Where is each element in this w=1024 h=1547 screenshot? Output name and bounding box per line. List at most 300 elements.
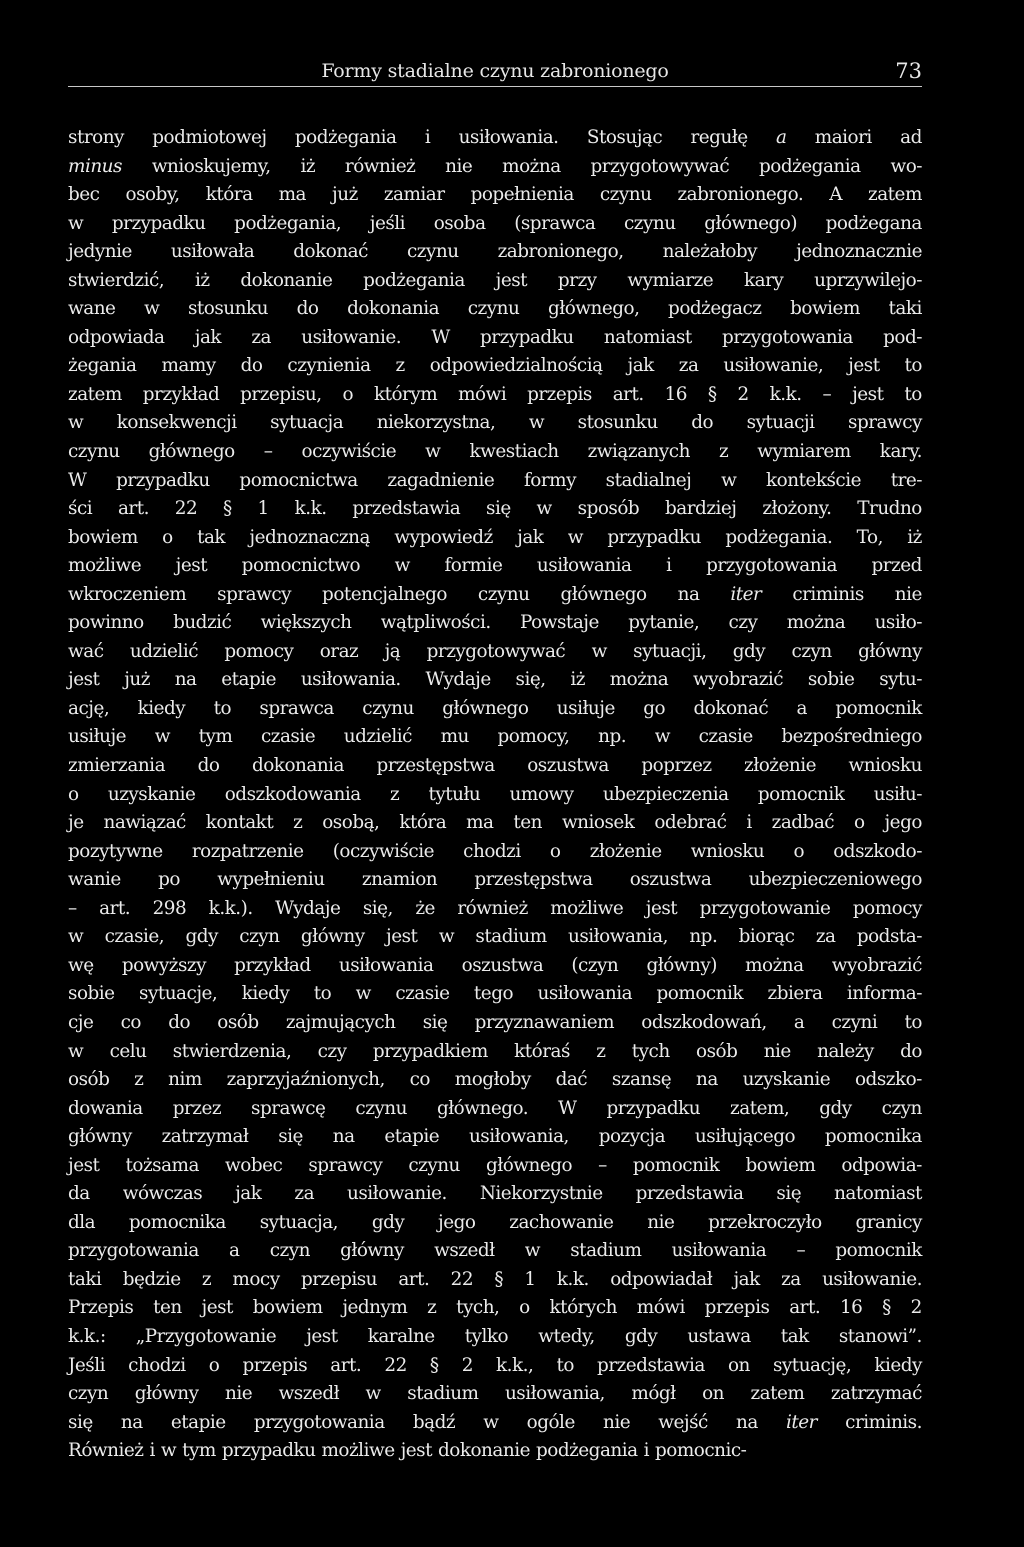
word: przypadku: [111, 212, 206, 234]
word: ma: [466, 812, 494, 834]
word: stadium: [407, 1383, 479, 1405]
word: do: [900, 1040, 922, 1062]
word: wniosek: [561, 812, 635, 834]
word: a: [796, 697, 808, 719]
word: podżegania: [294, 127, 397, 148]
word: oszustwa: [629, 869, 712, 891]
word: kiedy: [874, 1354, 922, 1376]
word: się: [422, 1011, 448, 1033]
word: że: [415, 897, 435, 919]
word: pozytywne: [68, 840, 163, 862]
word: o: [342, 383, 354, 405]
word: możliwe: [550, 897, 624, 919]
word: 2: [461, 1354, 473, 1376]
word: ma: [278, 184, 306, 206]
word: nim: [168, 1069, 202, 1091]
word: iter: [730, 583, 762, 605]
word: dowania: [68, 1097, 143, 1119]
word: również: [344, 155, 416, 177]
word: dać: [555, 1069, 588, 1091]
text-line: [68, 723, 922, 752]
word: nie: [445, 155, 473, 177]
word: na: [736, 1411, 758, 1433]
word: czynu: [599, 184, 652, 206]
word: z: [293, 812, 303, 834]
word: W: [68, 469, 87, 491]
word: k.k.: [769, 383, 802, 405]
text-line: [68, 1437, 922, 1466]
text-line: [68, 1352, 922, 1381]
word: bec: [68, 184, 100, 206]
text-line: [68, 210, 922, 239]
word: tożsama: [125, 1154, 199, 1176]
word: głównego,: [547, 298, 640, 320]
word: ten: [153, 1297, 182, 1319]
word: bezpośredniego: [781, 726, 922, 748]
word: wobec: [225, 1154, 283, 1176]
word: czasie: [698, 726, 753, 748]
word: A: [829, 184, 842, 206]
word: wątpliwości.: [380, 612, 491, 634]
word: jednym: [342, 1297, 408, 1319]
word: to: [904, 355, 922, 377]
word: pomocy: [852, 897, 922, 919]
word: na: [695, 1069, 718, 1091]
word: wtedy,: [538, 1325, 595, 1347]
word: ad: [900, 127, 922, 148]
word: czynu: [477, 583, 530, 605]
word: przepisu,: [240, 383, 322, 405]
word: odszkodowań,: [641, 1011, 767, 1033]
word: iż: [300, 155, 316, 177]
word: sprawcy: [308, 1154, 383, 1176]
body-text: [68, 124, 922, 1466]
word: przed: [871, 555, 922, 577]
word: pomocnik: [632, 1154, 720, 1176]
word: criminis.: [845, 1411, 922, 1433]
word: dokonać: [293, 241, 368, 263]
word: pomocnika: [128, 1211, 226, 1233]
text-line: [68, 1038, 922, 1067]
word: usiłowania: [537, 983, 633, 1005]
word: podżegacz: [668, 298, 762, 320]
word: złożony.: [762, 498, 832, 520]
text-line: [68, 238, 922, 267]
word: 1: [257, 498, 269, 520]
word: art.: [612, 383, 644, 405]
word: popełnienia: [470, 184, 574, 206]
word: mówi: [458, 383, 507, 405]
word: tego: [473, 983, 514, 1005]
word: a: [229, 1240, 240, 1262]
word: przypadku: [606, 1097, 701, 1119]
word: ją: [384, 640, 401, 662]
word: wszedł: [278, 1383, 340, 1405]
word: zabronionego.: [677, 184, 804, 206]
word: dla: [68, 1211, 96, 1233]
word: usiłowania: [338, 954, 434, 976]
word: za: [294, 1183, 315, 1205]
word: jak: [733, 1268, 760, 1290]
word: mamy: [161, 355, 216, 377]
word: czynu: [406, 241, 459, 263]
word: wypełnieniu: [217, 869, 325, 891]
word: stadium: [475, 926, 547, 948]
text-line: [68, 952, 922, 981]
word: wać: [68, 640, 104, 662]
word: powyższy: [121, 954, 206, 976]
word: sprawca: [259, 697, 334, 719]
word: w: [154, 726, 170, 748]
word: 2: [910, 1297, 922, 1319]
word: podżegania: [363, 269, 465, 291]
word: w: [68, 412, 84, 434]
word: nie: [224, 1383, 253, 1405]
word: pomocnika: [824, 1126, 922, 1148]
word: należałoby: [662, 241, 758, 263]
word: można: [502, 155, 561, 177]
word: ści: [68, 498, 93, 520]
word: tak: [197, 526, 226, 548]
word: przypadku: [116, 469, 210, 491]
word: usiłowania,: [468, 1126, 569, 1148]
word: których: [549, 1297, 617, 1319]
word: Również: [68, 1440, 144, 1462]
word: odpowia-: [841, 1154, 922, 1176]
word: w: [524, 1240, 541, 1262]
word: podżegana: [825, 212, 922, 234]
word: wyobrazić: [692, 669, 784, 691]
word: podżegania,: [234, 212, 342, 234]
text-line: [68, 524, 922, 553]
word: budzić: [173, 612, 232, 634]
word: wówczas: [122, 1183, 203, 1205]
word: 298: [152, 897, 187, 919]
word: osób: [217, 1011, 259, 1033]
word: wszedł: [434, 1240, 495, 1262]
word: w: [160, 1440, 177, 1462]
text-line: [68, 495, 922, 524]
word: dokonania: [347, 298, 440, 320]
word: sytuacji,: [633, 640, 707, 662]
word: za: [781, 1268, 801, 1290]
word: sytuacja: [270, 412, 344, 434]
word: pomocnik: [757, 783, 845, 805]
word: Stosując: [586, 127, 663, 148]
word: to: [556, 1354, 574, 1376]
word: przygotowania: [706, 555, 837, 577]
word: 16: [839, 1297, 863, 1319]
word: odszko-: [854, 1069, 922, 1091]
word: w: [68, 212, 84, 234]
word: chodzi: [128, 1354, 186, 1376]
word: sytuacja,: [259, 1211, 339, 1233]
word: –: [263, 441, 273, 463]
word: np.: [598, 726, 627, 748]
word: nawiązać: [103, 812, 186, 834]
word: k.k.,: [496, 1354, 534, 1376]
word: przygotowania: [722, 326, 853, 348]
word: osoba: [433, 212, 486, 234]
word: gdy: [732, 640, 766, 662]
text-line: [68, 324, 922, 353]
word: sprawcy: [848, 412, 922, 434]
word: sprawcę: [251, 1097, 326, 1119]
word: i: [424, 127, 431, 148]
header-rule: [68, 86, 922, 87]
word: się,: [515, 669, 546, 691]
word: złożenie: [589, 840, 662, 862]
word: podżegania: [535, 1440, 638, 1462]
running-head: [68, 58, 922, 86]
word: art.: [117, 498, 149, 520]
word: za: [678, 355, 699, 377]
word: umowy: [509, 783, 574, 805]
word: o: [854, 812, 865, 834]
word: po: [158, 869, 180, 891]
word: odpowiada: [68, 326, 165, 348]
word: się: [486, 498, 511, 520]
text-line: [68, 895, 922, 924]
word: w: [438, 926, 455, 948]
word: formy: [523, 469, 576, 491]
word: i: [149, 1440, 155, 1462]
word: w: [528, 412, 545, 434]
word: przygotowania: [68, 1240, 199, 1262]
word: nie: [763, 1040, 791, 1062]
word: głównego: [485, 1154, 573, 1176]
word: Wydaje: [275, 897, 341, 919]
word: czyn: [269, 1240, 310, 1262]
word: można: [745, 954, 804, 976]
text-line: [68, 1209, 922, 1238]
text-line: [68, 980, 922, 1009]
word: wymiarze: [627, 269, 714, 291]
word: pomocnictwa: [239, 469, 358, 491]
word: możliwe: [68, 555, 142, 577]
word: §: [429, 1354, 439, 1376]
word: jednoznacznie: [796, 241, 922, 263]
text-line: [68, 124, 922, 153]
word: o: [208, 1354, 220, 1376]
word: etapie: [384, 1126, 440, 1148]
word: (oczywiście: [332, 840, 434, 862]
word: również: [457, 897, 528, 919]
word: wniosku: [848, 755, 922, 777]
word: np.: [689, 926, 718, 948]
word: czynu: [623, 212, 676, 234]
word: przypadku: [480, 326, 574, 348]
word: da: [68, 1183, 90, 1205]
word: jest: [852, 383, 884, 405]
word: do: [240, 355, 263, 377]
word: i: [643, 1440, 649, 1462]
word: czynu: [467, 298, 520, 320]
word: usiłowanie.: [301, 326, 402, 348]
word: która: [205, 184, 253, 206]
word: dokonanie: [438, 1440, 530, 1462]
word: k.k.:: [68, 1325, 106, 1347]
word: sposób: [577, 498, 640, 520]
word: k.k.: [556, 1268, 589, 1290]
word: To,: [856, 526, 883, 548]
text-line: [68, 1095, 922, 1124]
word: usiłowania: [671, 1240, 767, 1262]
text-line: [68, 438, 922, 467]
word: na: [332, 1126, 355, 1148]
word: celu: [109, 1040, 147, 1062]
word: wkroczeniem: [68, 583, 187, 605]
word: wo-: [890, 155, 922, 177]
word: odpowiedzialnością: [429, 355, 603, 377]
word: stosunku: [577, 412, 658, 434]
word: wypowiedź: [394, 526, 493, 548]
word: bowiem: [68, 526, 138, 548]
word: z: [395, 355, 405, 377]
word: usiłowała: [170, 241, 255, 263]
text-line: [68, 581, 922, 610]
word: w: [144, 298, 160, 320]
word: bowiem: [252, 1297, 323, 1319]
word: jego: [884, 812, 922, 834]
word: –: [598, 1154, 607, 1176]
word: oszustwa: [461, 954, 544, 976]
word: się: [776, 1183, 802, 1205]
word: k.k.: [294, 498, 327, 520]
word: przepis: [527, 383, 592, 405]
word: Wydaje: [425, 669, 491, 691]
word: z: [201, 1268, 212, 1290]
word: usiłującego: [694, 1126, 796, 1148]
word: dokonać: [693, 697, 769, 719]
word: tych: [631, 1040, 670, 1062]
text-line: [68, 409, 922, 438]
word: gdy: [624, 1325, 658, 1347]
word: i: [666, 555, 672, 577]
word: przyznawaniem: [474, 1011, 615, 1033]
text-line: [68, 781, 922, 810]
word: w: [365, 1383, 381, 1405]
word: się,: [362, 897, 393, 919]
word: iter: [786, 1411, 817, 1433]
word: co: [409, 1069, 430, 1091]
word: się: [68, 1411, 93, 1433]
word: 22: [384, 1354, 407, 1376]
word: formie: [444, 555, 503, 577]
word: zatrzymać: [830, 1383, 922, 1405]
word: przypadkiem: [372, 1040, 488, 1062]
word: jest: [175, 555, 208, 577]
word: Trudno: [857, 498, 922, 520]
word: bowiem: [790, 298, 860, 320]
word: przygotowywać: [590, 155, 730, 177]
word: usiłuje: [68, 726, 127, 748]
word: złożenie: [744, 755, 816, 777]
word: jest: [201, 1297, 233, 1319]
word: kwestiach: [469, 441, 559, 463]
word: w: [68, 1040, 84, 1062]
word: czasie: [260, 726, 316, 748]
word: usiłowania.: [300, 669, 401, 691]
word: §: [707, 383, 717, 405]
word: Przepis: [68, 1297, 134, 1319]
word: wę: [68, 954, 94, 976]
word: chodzi: [463, 840, 521, 862]
word: główny): [646, 954, 717, 976]
word: z: [718, 441, 729, 463]
word: z: [596, 1040, 606, 1062]
word: usiłowania: [536, 555, 632, 577]
word: jest: [306, 1325, 338, 1347]
word: sprawcy: [217, 583, 292, 605]
word: w: [654, 726, 670, 748]
word: przykład: [142, 383, 220, 405]
word: tylko: [464, 1325, 509, 1347]
word: iż: [907, 526, 922, 548]
word: szansę: [611, 1069, 672, 1091]
word: on: [702, 1383, 725, 1405]
word: zagadnienie: [387, 469, 495, 491]
word: uzyskanie: [742, 1069, 831, 1091]
word: pomocnictwo: [241, 555, 361, 577]
word: do: [296, 298, 319, 320]
word: w: [425, 441, 441, 463]
word: strony: [68, 127, 124, 148]
word: to: [904, 1011, 922, 1033]
word: art.: [330, 1354, 362, 1376]
word: pomocnik: [835, 697, 922, 719]
word: pomocy: [224, 640, 294, 662]
word: sobie: [807, 669, 855, 691]
word: większych: [260, 612, 352, 634]
word: usiłowanie,: [723, 355, 824, 377]
word: 2: [737, 383, 749, 405]
text-line: [68, 153, 922, 182]
word: i: [746, 812, 752, 834]
word: mówi: [636, 1297, 685, 1319]
word: –: [68, 897, 77, 919]
word: za: [815, 926, 836, 948]
word: przedstawia: [352, 498, 461, 520]
text-line: [68, 267, 922, 296]
word: natomiast: [834, 1183, 922, 1205]
word: kary: [743, 269, 784, 291]
word: zatem: [750, 1383, 805, 1405]
word: czasie: [395, 983, 450, 1005]
text-line: [68, 1266, 922, 1295]
word: odebrać: [654, 812, 727, 834]
word: czynu: [68, 441, 120, 463]
word: zadbać: [771, 812, 835, 834]
word: osób: [68, 1069, 110, 1091]
word: zaprzyjaźnionych,: [226, 1069, 385, 1091]
word: którym: [373, 383, 438, 405]
word: związanych: [587, 441, 690, 463]
word: czyni: [831, 1011, 878, 1033]
word: o: [68, 783, 79, 805]
text-line: [68, 1152, 922, 1181]
text-line: [68, 666, 922, 695]
page-number: 73: [895, 59, 922, 83]
text-line: [68, 866, 922, 895]
word: go: [643, 697, 666, 719]
word: etapie: [221, 669, 277, 691]
word: jak: [627, 355, 654, 377]
word: przedstawia: [635, 1183, 744, 1205]
word: na: [677, 583, 700, 605]
word: mogłoby: [454, 1069, 531, 1091]
word: zachowanie: [509, 1211, 614, 1233]
